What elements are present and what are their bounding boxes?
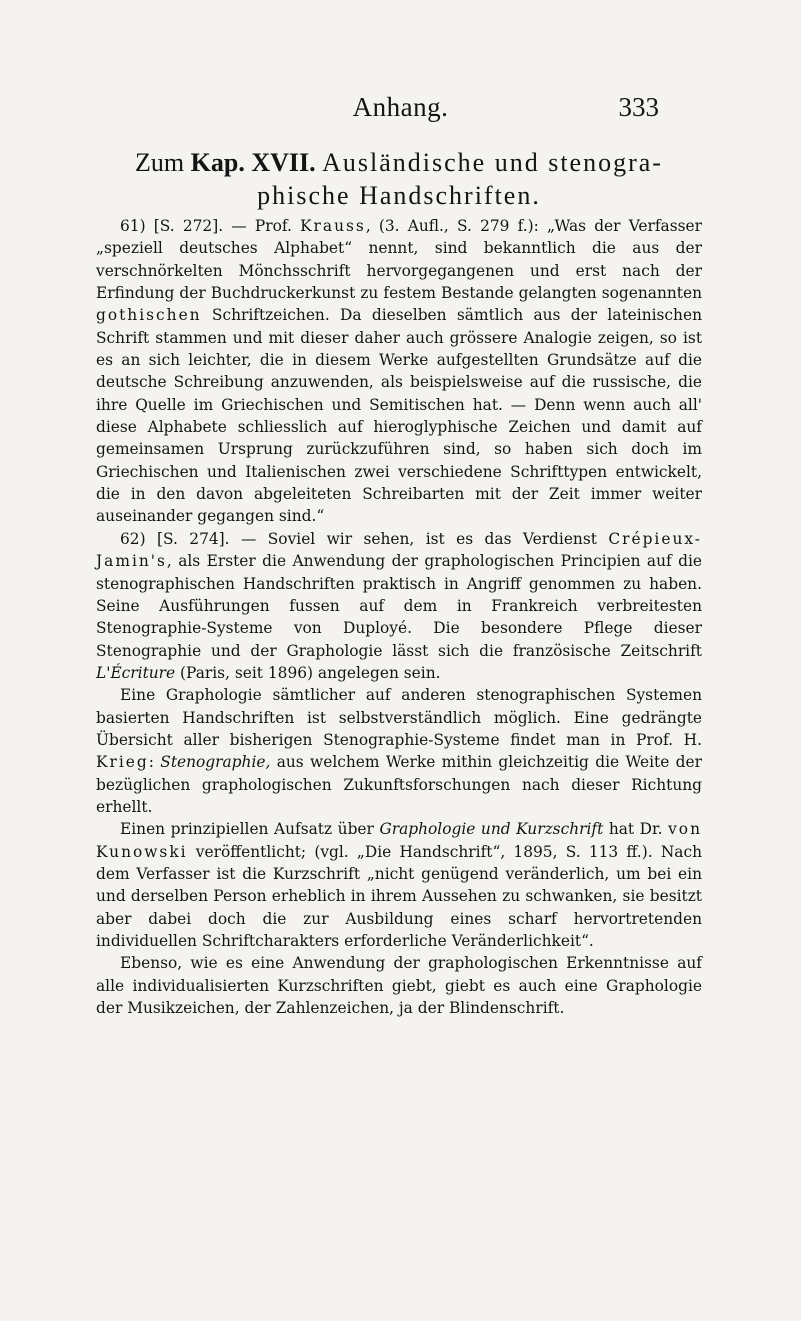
paragraph-graphology-shorthand: [96, 818, 702, 952]
para-a-text-c: :: [148, 753, 161, 772]
para-c-text: Ebenso, wie es eine Anwendung der graphologischen Erkenntnisse auf alle individualisierten Kurzschriften giebt, giebt es auch eine Graphologie der Musikzeichen, der Zahlenzeichen, ja der Blindenschrift.: [96, 954, 702, 1018]
note-61-text-c: , (3. Aufl., S. 279 f.): „Was der Verfasser „speziell deutsches Alphabet“ nennt, sind bekanntlich die aus der verschnörkelten Mönchsschrift hervorgegangenen und erst nach der Erfindung der Buchdruckerkunst zu festem Bestande gelangten sogenannten: [96, 217, 702, 303]
chapter-heading: [96, 146, 702, 212]
note-62: [96, 528, 702, 684]
chapter-heading-line-1: [96, 146, 702, 179]
para-a-book-title: Stenographie,: [160, 753, 271, 772]
note-62-text-c: , als Erster die Anwendung der graphologischen Principien auf die stenographischen Handschriften praktisch in Angriff genommen zu haben. Seine Ausführungen fussen auf dem in Frankreich verbreitesten Stenographie-Systeme von Duployé. Die besondere Pflege dieser Stenographie und der Graphologie lässt sich die französische Zeitschrift: [96, 552, 702, 660]
running-header: [0, 92, 801, 132]
chapter-title-line-2: phische Handschriften.: [257, 181, 541, 210]
chapter-title-line-1: Ausländische und stenogra-: [322, 148, 663, 177]
chapter-number: Kap. XVII.: [190, 148, 316, 177]
chapter-prefix: Zum: [135, 148, 185, 177]
running-head-title: Anhang.: [352, 92, 449, 122]
note-62-author: Crépieux-Jamin's: [96, 529, 702, 571]
para-b-author: von Kunowski: [96, 820, 702, 861]
note-62-journal-title: L'Écriture: [96, 663, 176, 682]
para-a-author: Krieg: [96, 753, 149, 772]
note-62-text-e: (Paris, seit 1896) angelegen sein.: [175, 663, 441, 682]
note-61-emphasis: gothischen: [96, 306, 202, 325]
paragraph-other-scripts: [96, 952, 702, 1019]
note-61-text-a: 61) [S. 272]. — Prof.: [120, 217, 301, 235]
para-a-text-a: Eine Graphologie sämtlicher auf anderen stenographischen Systemen basierten Handschriften ist selbstverständlich möglich. Eine gedrängte Übersicht aller bisherigen Stenographie-Systeme findet man in Prof. H.: [96, 686, 702, 749]
para-a-text-e: aus welchem Werke mithin gleichzeitig die Weite der bezüglichen graphologischen Zukunftsforschungen nach dieser Richtung erhellt.: [96, 753, 702, 816]
note-61-author: Krauss: [300, 217, 366, 235]
note-62-text-a: 62) [S. 274]. — Soviel wir sehen, ist es das Verdienst: [120, 529, 609, 548]
page-number: 333: [618, 92, 659, 122]
note-61: [96, 215, 702, 528]
para-b-text-c: hat Dr.: [603, 820, 669, 839]
para-b-text-e: veröffentlicht; (vgl. „Die Handschrift“, 1895, S. 113 ff.). Nach dem Verfasser ist die Kurzschrift „nicht genügend veränderlich, um bei ein und derselben Person erheblich in ihrem Aussehen zu schwanken, sie besitzt aber dabei doch die zur Ausbildung eines scharf hervortretenden individuellen Schriftcharakters erforderliche Veränderlichkeit“.: [96, 842, 702, 950]
para-b-text-a: Einen prinzipiellen Aufsatz über: [120, 820, 380, 839]
page-body: [96, 146, 702, 1019]
note-61-text-e: Schriftzeichen. Da dieselben sämtlich aus der lateinischen Schrift stammen und mit dieser daher auch grössere Analogie zeigen, so ist es an sich leichter, die in diesem Werke aufgestellten Grundsätze auf die deutsche Schreibung anzuwenden, als beispielsweise auf die russische, die ihre Quelle im Griechischen und Semitischen hat. — Denn wenn auch all' diese Alphabete schliesslich auf hieroglyphische Zeichen und damit auf gemeinsamen Ursprung zurückzuführen sind, so haben sich doch im Griechischen und Italienischen zwei verschiedene Schrifttypen entwickelt, die in den davon abgeleiteten Schreibarten mit der Zeit immer weiter auseinander gegangen sind.“: [96, 306, 702, 526]
paragraph-stenography-systems: [96, 684, 702, 818]
para-b-essay-title: Graphologie und Kurzschrift: [379, 820, 604, 839]
